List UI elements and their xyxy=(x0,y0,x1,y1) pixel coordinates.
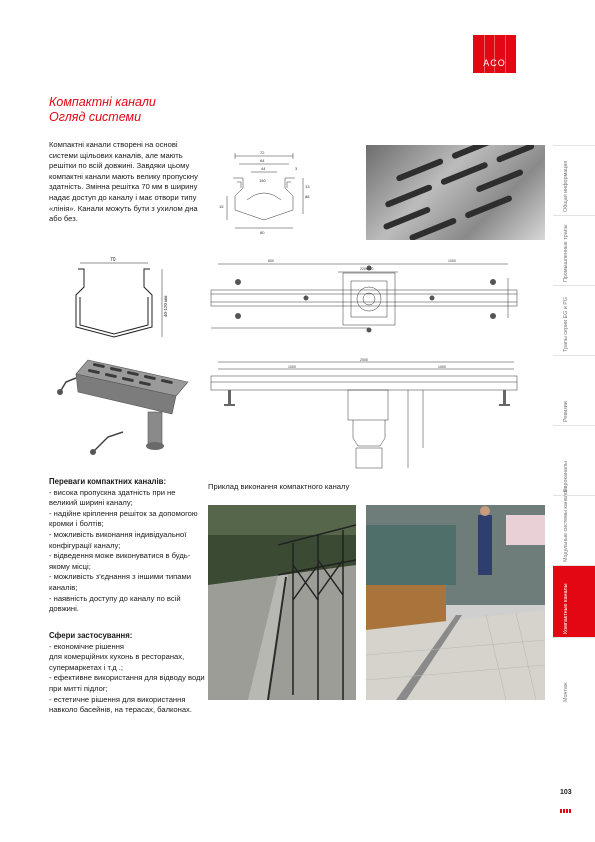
uses-section xyxy=(49,631,209,716)
title-line-2: Огляд системи xyxy=(49,109,142,124)
logo-text: ACO xyxy=(483,58,506,68)
dim-64: 64 xyxy=(260,158,265,163)
sidebar-item-eurochannels[interactable]: Евроканалы xyxy=(553,425,595,496)
channel-profile-drawing xyxy=(68,255,168,345)
page-number-mark xyxy=(560,800,573,804)
benefit-item: - надійне кріплення решіток за допомогою кромки і болтів; xyxy=(49,508,198,529)
elev-total: 2000 xyxy=(360,358,368,362)
benefit-item: - наявність доступу до каналу по всій довжині. xyxy=(49,593,181,614)
sidebar-item-industrial-drains[interactable]: Промышленные трапы xyxy=(553,215,595,286)
supermarket-photo xyxy=(366,505,545,700)
dim-15: 15 xyxy=(219,204,224,209)
dim-44: 44 xyxy=(261,166,266,171)
elev-right: 1000 xyxy=(438,365,446,369)
intro-text: Компактні канали створені на основі системи щільових каналів, але мають решітки по всій довжині. Завдяки цьому компактні канали мають велику пропускну здатність. Змінна решітка 70 мм в ширину надає доступ до каналу і має отвори типу «лінія». Канали можуть бути з ухилом дна або без. xyxy=(49,140,198,224)
title-line-1: Компактні канали xyxy=(49,95,156,109)
grating-slots xyxy=(366,145,545,240)
sidebar-item-compact-channels[interactable]: Компактные каналы xyxy=(553,565,595,638)
channel-3d-image xyxy=(48,352,198,470)
figure-caption: Приклад виконання компактного каналу xyxy=(208,482,350,491)
benefits-heading: Переваги компактних каналів: xyxy=(49,477,167,486)
terrace-photo xyxy=(208,505,356,700)
supermarket-illustration xyxy=(366,505,545,700)
dim-72: 72 xyxy=(260,150,265,155)
plan-dim-1000: 1000 xyxy=(448,259,456,263)
dim-88: 88 xyxy=(305,194,310,199)
dim-3: 3 xyxy=(295,166,298,171)
dim-80: 80 xyxy=(260,230,265,235)
cross-section-drawing xyxy=(213,148,323,236)
benefit-item: - можливість з'єднання з іншими типами каналів; xyxy=(49,572,191,592)
page-number: 103 xyxy=(560,789,572,796)
dim-150: 150 xyxy=(259,178,266,183)
section-sidebar xyxy=(553,145,595,705)
benefit-item: - висока пропускна здатність при не великий ширині каналу; xyxy=(49,487,176,508)
grating-photo xyxy=(366,145,545,240)
sidebar-item-general[interactable]: Общая информация xyxy=(553,145,595,216)
plan-view-drawing xyxy=(208,258,528,348)
sidebar-item-eg-pg-drains[interactable]: Трапы серии EG и PG xyxy=(553,285,595,356)
page-title xyxy=(49,95,156,124)
benefit-item: - можливість виконання індивідуальної конфігурації каналу; xyxy=(49,529,187,550)
uses-heading: Сфери застосування: xyxy=(49,631,133,640)
terrace-illustration xyxy=(208,505,356,700)
elevation-drawing xyxy=(208,358,528,478)
sidebar-item-inspections[interactable]: Ревизии xyxy=(553,355,595,426)
dim-13: 13 xyxy=(305,184,310,189)
plan-dim-220: 220x220 xyxy=(360,267,374,271)
benefits-section xyxy=(49,477,204,615)
use-item: - економічне рішення xyxy=(49,641,125,651)
sidebar-item-modular-channels[interactable]: Модульные системы каналов xyxy=(553,495,595,566)
profile-width: 70 xyxy=(110,257,116,263)
aco-logo xyxy=(473,35,516,73)
use-item: - естетичне рішення для використання навколо басейнів, на терасах, балконах. xyxy=(49,694,192,715)
benefit-item: - відведення може виконуватися в будь-якому місці; xyxy=(49,551,191,571)
sidebar-item-installation[interactable]: Монтаж xyxy=(553,637,595,706)
profile-height: 40-120 мм xyxy=(163,295,168,317)
use-item: - ефективне використання для відводу води при митті підлог; xyxy=(49,673,205,693)
elev-left: 1000 xyxy=(288,365,296,369)
plan-dim-800: 800 xyxy=(268,259,274,263)
use-item: для комерційних кухонь в ресторанах, супермаркетах і т.д .; xyxy=(49,652,185,672)
